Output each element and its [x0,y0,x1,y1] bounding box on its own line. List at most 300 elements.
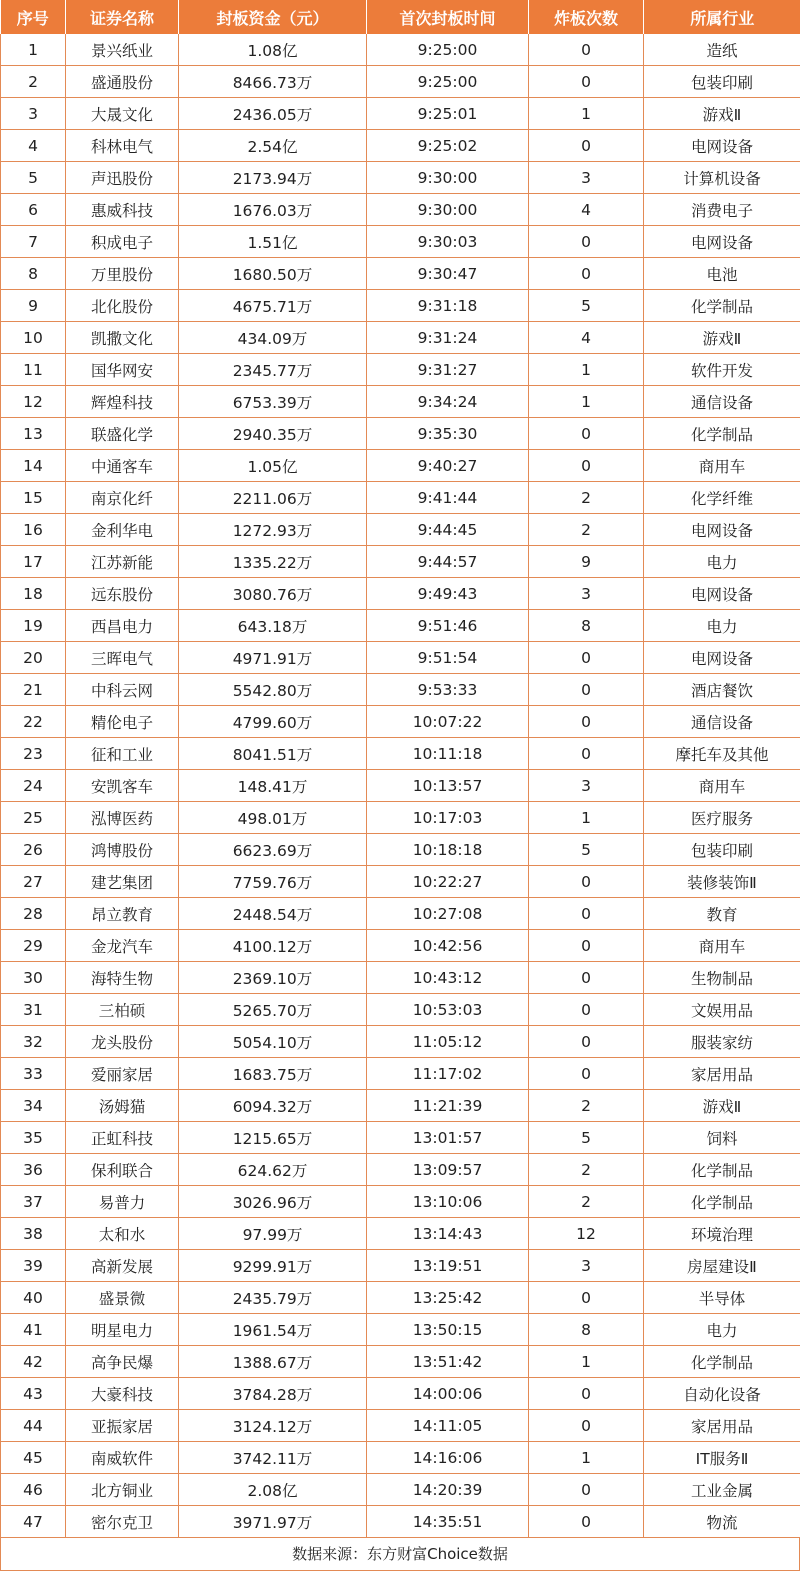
cell-stock-name: 三晖电气 [66,642,179,674]
table-row [1,66,800,98]
cell-index: 5 [1,162,66,194]
cell-first-seal-time: 13:14:43 [367,1218,529,1250]
cell-break-count: 0 [529,1410,644,1442]
cell-index: 19 [1,610,66,642]
cell-break-count: 1 [529,1442,644,1474]
cell-industry: 家居用品 [644,1058,800,1090]
cell-break-count: 0 [529,866,644,898]
cell-break-count: 1 [529,354,644,386]
table-row [1,1122,800,1154]
cell-first-seal-time: 10:43:12 [367,962,529,994]
cell-seal-funds: 8041.51万 [179,738,367,770]
cell-first-seal-time: 10:17:03 [367,802,529,834]
cell-seal-funds: 2211.06万 [179,482,367,514]
cell-index: 39 [1,1250,66,1282]
cell-index: 41 [1,1314,66,1346]
cell-seal-funds: 5054.10万 [179,1026,367,1058]
cell-seal-funds: 97.99万 [179,1218,367,1250]
cell-first-seal-time: 10:11:18 [367,738,529,770]
cell-break-count: 0 [529,962,644,994]
cell-break-count: 5 [529,290,644,322]
cell-index: 22 [1,706,66,738]
cell-industry: 商用车 [644,930,800,962]
cell-industry: 摩托车及其他 [644,738,800,770]
cell-seal-funds: 2435.79万 [179,1282,367,1314]
cell-index: 31 [1,994,66,1026]
cell-stock-name: 积成电子 [66,226,179,258]
cell-industry: 通信设备 [644,706,800,738]
cell-seal-funds: 434.09万 [179,322,367,354]
cell-first-seal-time: 9:30:00 [367,162,529,194]
cell-first-seal-time: 14:00:06 [367,1378,529,1410]
table-row [1,1026,800,1058]
table-row [1,706,800,738]
table-row [1,1218,800,1250]
cell-industry: 电池 [644,258,800,290]
cell-break-count: 0 [529,1026,644,1058]
cell-industry: 半导体 [644,1282,800,1314]
table-row [1,258,800,290]
cell-first-seal-time: 9:30:00 [367,194,529,226]
cell-break-count: 1 [529,1346,644,1378]
table-row [1,1506,800,1538]
cell-first-seal-time: 9:53:33 [367,674,529,706]
cell-industry: 生物制品 [644,962,800,994]
cell-seal-funds: 1.08亿 [179,34,367,66]
cell-stock-name: 北方铜业 [66,1474,179,1506]
table-row [1,962,800,994]
cell-index: 2 [1,66,66,98]
cell-stock-name: 保利联合 [66,1154,179,1186]
cell-first-seal-time: 11:21:39 [367,1090,529,1122]
cell-break-count: 9 [529,546,644,578]
cell-industry: 化学制品 [644,1186,800,1218]
cell-industry: 化学制品 [644,290,800,322]
cell-stock-name: 太和水 [66,1218,179,1250]
cell-break-count: 3 [529,770,644,802]
cell-industry: 软件开发 [644,354,800,386]
cell-industry: 包装印刷 [644,834,800,866]
table-row [1,1474,800,1506]
cell-seal-funds: 2436.05万 [179,98,367,130]
cell-break-count: 5 [529,1122,644,1154]
cell-stock-name: 建艺集团 [66,866,179,898]
cell-seal-funds: 4100.12万 [179,930,367,962]
cell-seal-funds: 3124.12万 [179,1410,367,1442]
cell-seal-funds: 148.41万 [179,770,367,802]
table-row [1,738,800,770]
table-row [1,1154,800,1186]
cell-seal-funds: 1.05亿 [179,450,367,482]
data-source-note: 数据来源：东方财富Choice数据 [0,1538,800,1571]
table-row [1,642,800,674]
cell-break-count: 1 [529,386,644,418]
cell-first-seal-time: 9:51:46 [367,610,529,642]
cell-first-seal-time: 9:31:27 [367,354,529,386]
cell-break-count: 1 [529,98,644,130]
cell-index: 21 [1,674,66,706]
cell-index: 27 [1,866,66,898]
cell-index: 1 [1,34,66,66]
cell-first-seal-time: 9:25:00 [367,34,529,66]
cell-stock-name: 亚振家居 [66,1410,179,1442]
cell-seal-funds: 2940.35万 [179,418,367,450]
cell-industry: 电网设备 [644,514,800,546]
cell-industry: 电网设备 [644,578,800,610]
table-row [1,1250,800,1282]
cell-break-count: 3 [529,578,644,610]
cell-stock-name: 金龙汽车 [66,930,179,962]
cell-seal-funds: 1.51亿 [179,226,367,258]
cell-index: 17 [1,546,66,578]
table-row [1,34,800,66]
cell-index: 28 [1,898,66,930]
cell-stock-name: 中科云网 [66,674,179,706]
cell-industry: 电力 [644,1314,800,1346]
cell-industry: 电力 [644,610,800,642]
cell-index: 9 [1,290,66,322]
cell-industry: 游戏Ⅱ [644,1090,800,1122]
cell-index: 29 [1,930,66,962]
cell-stock-name: 西昌电力 [66,610,179,642]
table-row [1,834,800,866]
cell-first-seal-time: 13:01:57 [367,1122,529,1154]
cell-industry: 消费电子 [644,194,800,226]
cell-first-seal-time: 9:51:54 [367,642,529,674]
table-row [1,386,800,418]
cell-stock-name: 大晟文化 [66,98,179,130]
table-row [1,482,800,514]
cell-seal-funds: 3971.97万 [179,1506,367,1538]
cell-stock-name: 汤姆猫 [66,1090,179,1122]
cell-stock-name: 高争民爆 [66,1346,179,1378]
cell-stock-name: 盛通股份 [66,66,179,98]
cell-index: 42 [1,1346,66,1378]
cell-seal-funds: 3026.96万 [179,1186,367,1218]
table-row [1,1442,800,1474]
cell-stock-name: 南京化纤 [66,482,179,514]
cell-stock-name: 海特生物 [66,962,179,994]
cell-industry: 电网设备 [644,130,800,162]
table-row [1,98,800,130]
cell-seal-funds: 1388.67万 [179,1346,367,1378]
cell-first-seal-time: 9:30:47 [367,258,529,290]
header-break-count: 炸板次数 [529,0,644,34]
cell-break-count: 12 [529,1218,644,1250]
table-row [1,546,800,578]
cell-industry: 化学制品 [644,1346,800,1378]
cell-break-count: 4 [529,194,644,226]
cell-stock-name: 科林电气 [66,130,179,162]
header-seal-funds: 封板资金（元） [179,0,367,34]
table-row [1,578,800,610]
table-row [1,994,800,1026]
table-row [1,194,800,226]
cell-industry: 商用车 [644,770,800,802]
cell-index: 47 [1,1506,66,1538]
cell-break-count: 0 [529,1506,644,1538]
cell-break-count: 3 [529,162,644,194]
cell-seal-funds: 3742.11万 [179,1442,367,1474]
cell-stock-name: 爱丽家居 [66,1058,179,1090]
cell-seal-funds: 2.08亿 [179,1474,367,1506]
cell-index: 14 [1,450,66,482]
cell-break-count: 2 [529,482,644,514]
header-industry: 所属行业 [644,0,800,34]
cell-index: 15 [1,482,66,514]
table-row [1,1346,800,1378]
cell-index: 18 [1,578,66,610]
cell-index: 34 [1,1090,66,1122]
cell-industry: 服装家纺 [644,1026,800,1058]
table-row [1,770,800,802]
cell-seal-funds: 7759.76万 [179,866,367,898]
cell-first-seal-time: 9:30:03 [367,226,529,258]
cell-index: 20 [1,642,66,674]
cell-industry: 环境治理 [644,1218,800,1250]
cell-industry: 饲料 [644,1122,800,1154]
cell-index: 40 [1,1282,66,1314]
cell-break-count: 8 [529,1314,644,1346]
table-row [1,322,800,354]
table-row [1,354,800,386]
cell-seal-funds: 9299.91万 [179,1250,367,1282]
cell-break-count: 0 [529,34,644,66]
cell-index: 45 [1,1442,66,1474]
cell-first-seal-time: 14:16:06 [367,1442,529,1474]
cell-industry: 文娱用品 [644,994,800,1026]
cell-first-seal-time: 14:20:39 [367,1474,529,1506]
cell-seal-funds: 6094.32万 [179,1090,367,1122]
cell-stock-name: 安凯客车 [66,770,179,802]
cell-industry: 包装印刷 [644,66,800,98]
cell-industry: 房屋建设Ⅱ [644,1250,800,1282]
cell-first-seal-time: 9:44:45 [367,514,529,546]
table-row [1,418,800,450]
cell-index: 3 [1,98,66,130]
cell-first-seal-time: 10:18:18 [367,834,529,866]
cell-stock-name: 声迅股份 [66,162,179,194]
cell-break-count: 0 [529,1474,644,1506]
cell-index: 44 [1,1410,66,1442]
cell-stock-name: 正虹科技 [66,1122,179,1154]
cell-first-seal-time: 9:40:27 [367,450,529,482]
cell-stock-name: 鸿博股份 [66,834,179,866]
cell-break-count: 1 [529,802,644,834]
cell-seal-funds: 2369.10万 [179,962,367,994]
cell-first-seal-time: 9:31:24 [367,322,529,354]
table-row [1,130,800,162]
cell-industry: 造纸 [644,34,800,66]
cell-seal-funds: 3784.28万 [179,1378,367,1410]
cell-seal-funds: 1272.93万 [179,514,367,546]
cell-stock-name: 江苏新能 [66,546,179,578]
cell-stock-name: 惠威科技 [66,194,179,226]
cell-industry: 化学制品 [644,418,800,450]
cell-industry: 游戏Ⅱ [644,322,800,354]
cell-index: 10 [1,322,66,354]
cell-break-count: 0 [529,1378,644,1410]
cell-industry: 游戏Ⅱ [644,98,800,130]
cell-first-seal-time: 9:31:18 [367,290,529,322]
cell-seal-funds: 4971.91万 [179,642,367,674]
header-stock-name: 证券名称 [66,0,179,34]
cell-index: 33 [1,1058,66,1090]
cell-break-count: 0 [529,930,644,962]
cell-seal-funds: 2173.94万 [179,162,367,194]
table-row [1,1090,800,1122]
cell-first-seal-time: 9:34:24 [367,386,529,418]
cell-first-seal-time: 13:51:42 [367,1346,529,1378]
cell-index: 23 [1,738,66,770]
cell-break-count: 0 [529,130,644,162]
cell-stock-name: 国华网安 [66,354,179,386]
cell-index: 13 [1,418,66,450]
cell-index: 35 [1,1122,66,1154]
cell-stock-name: 高新发展 [66,1250,179,1282]
cell-first-seal-time: 14:35:51 [367,1506,529,1538]
cell-break-count: 2 [529,514,644,546]
cell-break-count: 0 [529,258,644,290]
cell-stock-name: 远东股份 [66,578,179,610]
cell-first-seal-time: 9:44:57 [367,546,529,578]
cell-index: 8 [1,258,66,290]
cell-industry: 教育 [644,898,800,930]
cell-index: 25 [1,802,66,834]
cell-industry: IT服务Ⅱ [644,1442,800,1474]
cell-industry: 自动化设备 [644,1378,800,1410]
cell-index: 16 [1,514,66,546]
cell-seal-funds: 1680.50万 [179,258,367,290]
cell-stock-name: 北化股份 [66,290,179,322]
cell-first-seal-time: 9:35:30 [367,418,529,450]
cell-first-seal-time: 11:17:02 [367,1058,529,1090]
cell-industry: 通信设备 [644,386,800,418]
cell-first-seal-time: 13:10:06 [367,1186,529,1218]
cell-seal-funds: 1676.03万 [179,194,367,226]
cell-seal-funds: 1335.22万 [179,546,367,578]
cell-stock-name: 凯撒文化 [66,322,179,354]
cell-stock-name: 中通客车 [66,450,179,482]
table-body [1,34,800,1538]
table-row [1,1058,800,1090]
cell-stock-name: 盛景微 [66,1282,179,1314]
table-row [1,1410,800,1442]
table-row [1,674,800,706]
cell-seal-funds: 4799.60万 [179,706,367,738]
cell-seal-funds: 4675.71万 [179,290,367,322]
cell-industry: 化学纤维 [644,482,800,514]
cell-industry: 物流 [644,1506,800,1538]
table-row [1,610,800,642]
table-row [1,1314,800,1346]
cell-break-count: 5 [529,834,644,866]
cell-stock-name: 南威软件 [66,1442,179,1474]
cell-index: 26 [1,834,66,866]
cell-stock-name: 昂立教育 [66,898,179,930]
cell-industry: 化学制品 [644,1154,800,1186]
cell-industry: 医疗服务 [644,802,800,834]
table-row [1,866,800,898]
cell-first-seal-time: 10:22:27 [367,866,529,898]
header-index: 序号 [1,0,66,34]
cell-seal-funds: 6753.39万 [179,386,367,418]
cell-industry: 商用车 [644,450,800,482]
cell-index: 12 [1,386,66,418]
cell-first-seal-time: 13:19:51 [367,1250,529,1282]
cell-first-seal-time: 10:42:56 [367,930,529,962]
cell-first-seal-time: 10:27:08 [367,898,529,930]
cell-stock-name: 泓博医药 [66,802,179,834]
cell-industry: 电网设备 [644,642,800,674]
cell-break-count: 4 [529,322,644,354]
cell-first-seal-time: 9:49:43 [367,578,529,610]
cell-seal-funds: 498.01万 [179,802,367,834]
cell-index: 37 [1,1186,66,1218]
cell-break-count: 0 [529,642,644,674]
cell-seal-funds: 1961.54万 [179,1314,367,1346]
table-row [1,1186,800,1218]
cell-seal-funds: 6623.69万 [179,834,367,866]
cell-break-count: 0 [529,1282,644,1314]
cell-seal-funds: 1215.65万 [179,1122,367,1154]
cell-break-count: 0 [529,898,644,930]
header-first-seal-time: 首次封板时间 [367,0,529,34]
cell-stock-name: 金利华电 [66,514,179,546]
cell-first-seal-time: 13:09:57 [367,1154,529,1186]
cell-stock-name: 明星电力 [66,1314,179,1346]
cell-break-count: 0 [529,994,644,1026]
cell-industry: 家居用品 [644,1410,800,1442]
cell-seal-funds: 2448.54万 [179,898,367,930]
cell-seal-funds: 5542.80万 [179,674,367,706]
cell-break-count: 3 [529,1250,644,1282]
table-row [1,802,800,834]
cell-first-seal-time: 13:25:42 [367,1282,529,1314]
cell-break-count: 0 [529,706,644,738]
cell-break-count: 8 [529,610,644,642]
cell-index: 46 [1,1474,66,1506]
cell-seal-funds: 3080.76万 [179,578,367,610]
cell-index: 36 [1,1154,66,1186]
cell-stock-name: 景兴纸业 [66,34,179,66]
cell-break-count: 0 [529,418,644,450]
table-row [1,450,800,482]
cell-stock-name: 密尔克卫 [66,1506,179,1538]
cell-industry: 计算机设备 [644,162,800,194]
cell-stock-name: 龙头股份 [66,1026,179,1058]
cell-first-seal-time: 10:13:57 [367,770,529,802]
cell-first-seal-time: 13:50:15 [367,1314,529,1346]
cell-first-seal-time: 10:53:03 [367,994,529,1026]
cell-index: 4 [1,130,66,162]
cell-seal-funds: 2.54亿 [179,130,367,162]
cell-stock-name: 联盛化学 [66,418,179,450]
table-row [1,290,800,322]
cell-seal-funds: 5265.70万 [179,994,367,1026]
cell-first-seal-time: 9:25:01 [367,98,529,130]
cell-stock-name: 精伦电子 [66,706,179,738]
table-row [1,898,800,930]
cell-stock-name: 万里股份 [66,258,179,290]
cell-break-count: 0 [529,66,644,98]
cell-seal-funds: 624.62万 [179,1154,367,1186]
cell-stock-name: 三柏硕 [66,994,179,1026]
table-row [1,514,800,546]
cell-seal-funds: 643.18万 [179,610,367,642]
table-header-row [1,0,800,34]
cell-index: 32 [1,1026,66,1058]
